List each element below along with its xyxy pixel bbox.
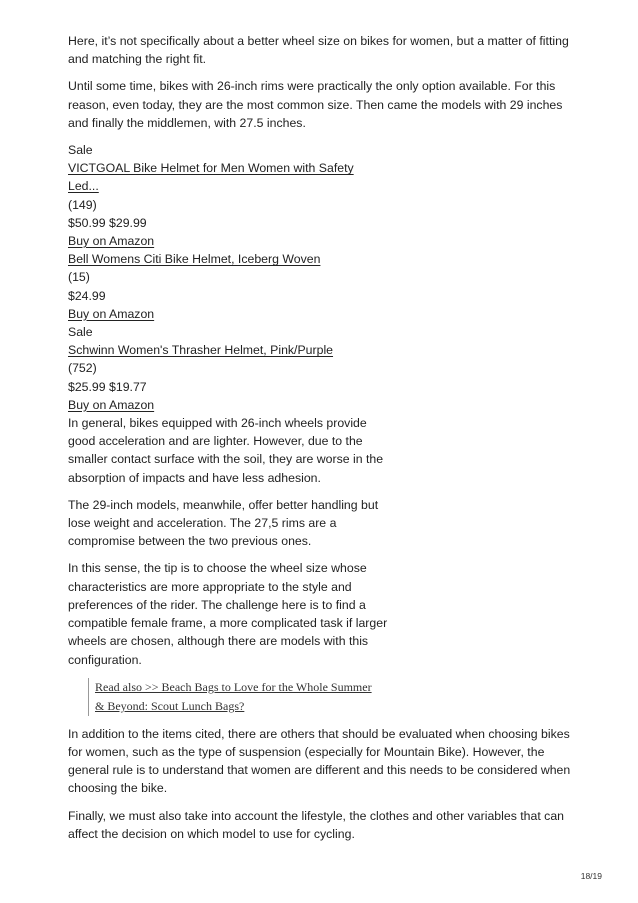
- product-list: [68, 141, 578, 414]
- intro-paragraph-1: Here, it’s not specifically about a better wheel size on bikes for women, but a matter of fitting and matching the right fit.: [68, 34, 569, 67]
- product-title-link[interactable]: Bell Womens Citi Bike Helmet, Iceberg Woven: [68, 252, 321, 267]
- review-count: (149): [68, 197, 97, 212]
- sale-badge: Sale: [68, 325, 93, 340]
- review-count: (15): [68, 270, 90, 285]
- buy-on-amazon-link[interactable]: Buy on Amazon: [68, 306, 155, 321]
- paragraph-final: Finally, we must also take into account the lifestyle, the clothes and other variables that can affect the decision on which model to use for cycling.: [68, 808, 565, 841]
- product-card: [68, 323, 578, 414]
- price: $24.99: [68, 288, 106, 303]
- price: $50.99 $29.99: [68, 215, 147, 230]
- review-count: (752): [68, 361, 97, 376]
- paragraph-26-inch: In general, bikes equipped with 26-inch wheels provide good acceleration and are lighter. However, due to the smaller contact surface with the soil, they are worse in the absorption of impacts and have less adhesion.: [68, 416, 384, 485]
- read-also-callout[interactable]: [88, 678, 578, 716]
- product-title-link-cont[interactable]: Led...: [68, 179, 99, 194]
- read-also-link-line1[interactable]: Read also >> Beach Bags to Love for the Whole Summer: [95, 679, 372, 694]
- price: $25.99 $19.77: [68, 379, 147, 394]
- intro-paragraph-2: Until some time, bikes with 26-inch rims were practically the only option available. For this reason, even today, they are the most common size. Then came the models with 29 inches and finally the middlemen, with 27.5 inches.: [68, 79, 563, 130]
- product-title-link[interactable]: Schwinn Women's Thrasher Helmet, Pink/Purple: [68, 343, 334, 358]
- product-title-link[interactable]: VICTGOAL Bike Helmet for Men Women with Safety: [68, 161, 354, 176]
- paragraph-other-items: In addition to the items cited, there are others that should be evaluated when choosing bikes for women, such as the type of suspension (especially for Mountain Bike). However, the general rule is to understand that women are different and this needs to be considered when choosing the bike.: [68, 726, 571, 796]
- product-card: [68, 141, 578, 250]
- paragraph-tip: In this sense, the tip is to choose the wheel size whose characteristics are more appropriate to the style and preferences of the rider. The challenge here is to find a compatible female frame, a more complicated task if larger wheels are chosen, although there are models with this configuration.: [68, 561, 388, 667]
- read-also-link-line2[interactable]: & Beyond: Scout Lunch Bags?: [95, 698, 245, 713]
- page-content: [68, 32, 578, 852]
- product-card: [68, 250, 578, 323]
- buy-on-amazon-link[interactable]: Buy on Amazon: [68, 397, 155, 412]
- buy-on-amazon-link[interactable]: Buy on Amazon: [68, 234, 155, 249]
- page-number: 18/19: [580, 871, 602, 881]
- sale-badge: Sale: [68, 143, 93, 158]
- paragraph-29-inch: The 29-inch models, meanwhile, offer better handling but lose weight and acceleration. The 27,5 rims are a compromise between the two previous ones.: [68, 497, 379, 549]
